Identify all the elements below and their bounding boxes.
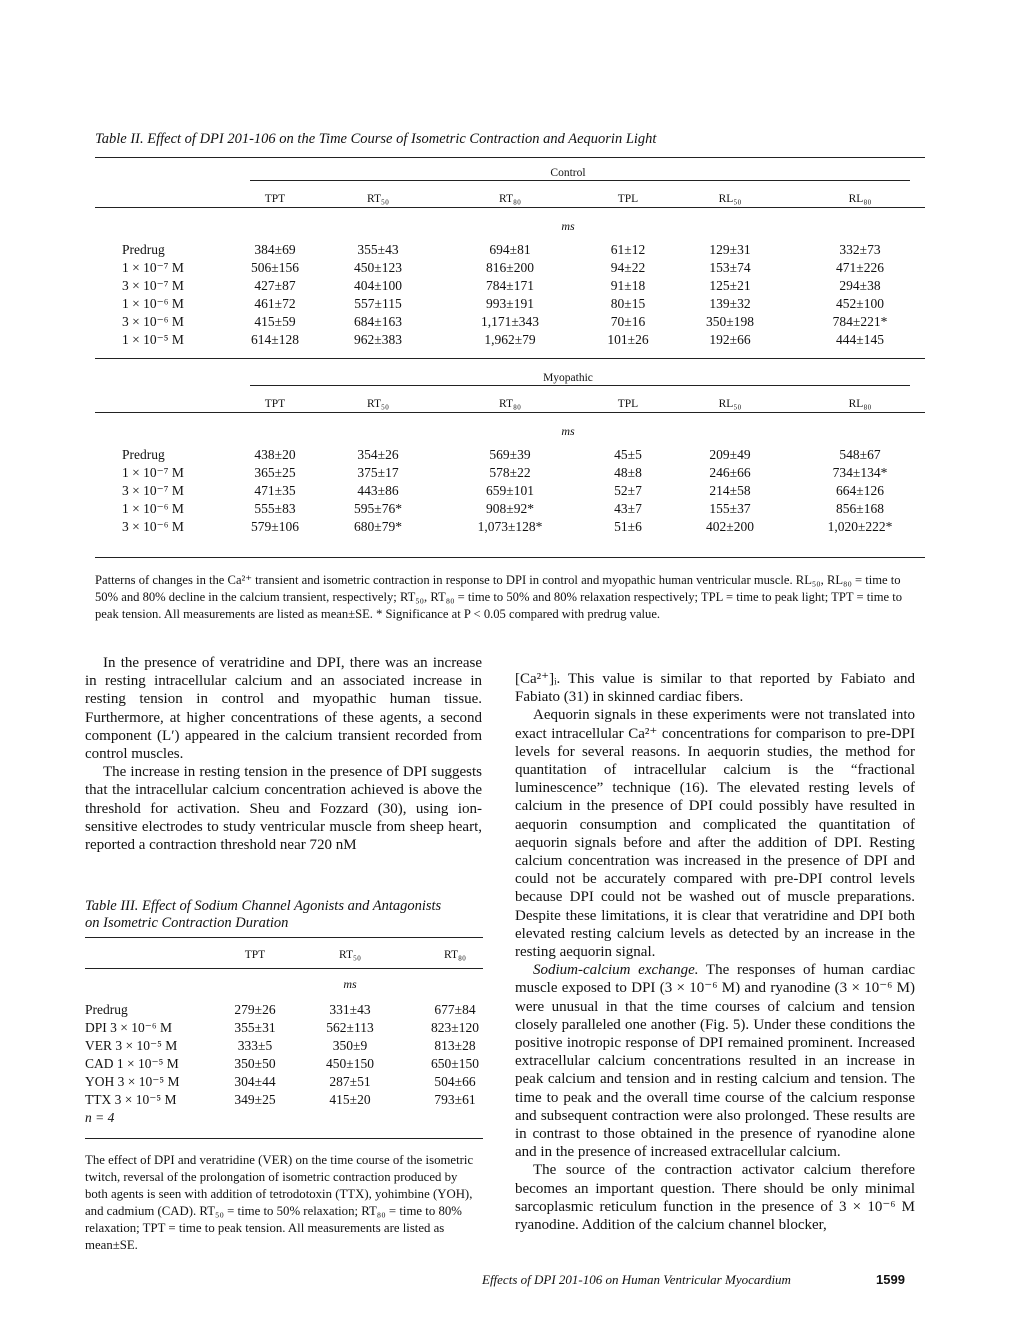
table-cell: 61±12 bbox=[610, 242, 646, 257]
table-cell: 209±49 bbox=[709, 447, 751, 462]
table-cell: 155±37 bbox=[709, 501, 751, 516]
column-header: RL₅₀ bbox=[718, 193, 742, 205]
table-cell: 365±25 bbox=[254, 465, 296, 480]
row-label: 3 × 10⁻⁷ M bbox=[122, 483, 184, 498]
table-cell: 793±61 bbox=[434, 1092, 476, 1107]
table-cell: 694±81 bbox=[489, 242, 531, 257]
row-label: 3 × 10⁻⁶ M bbox=[122, 519, 184, 534]
table-cell: 294±38 bbox=[839, 278, 881, 293]
table-rule bbox=[95, 358, 925, 359]
table-cell: 51±6 bbox=[614, 519, 642, 534]
table-rule bbox=[85, 968, 483, 969]
table-cell: 562±113 bbox=[326, 1020, 374, 1035]
table-cell: 856±168 bbox=[836, 501, 884, 516]
table-cell: 555±83 bbox=[254, 501, 296, 516]
units-label: ms bbox=[561, 219, 575, 233]
table-cell: 684±163 bbox=[354, 314, 402, 329]
table-cell: 438±20 bbox=[254, 447, 296, 462]
column-header: RT₈₀ bbox=[443, 949, 467, 961]
group-label: Control bbox=[550, 167, 586, 179]
table-rule bbox=[95, 557, 925, 558]
table-cell: 1,962±79 bbox=[484, 332, 536, 347]
column-header: RL₈₀ bbox=[848, 398, 872, 410]
table-cell: 452±100 bbox=[836, 296, 884, 311]
paragraph: The increase in resting tension in the presence of DPI suggests that the intracellular calcium concentration achieved is above the threshold for activation. Sheu and Fozzard (30), using ion-sensitive electrodes to study ventricular muscle from sheep heart, reported a contraction threshold near 720 nM bbox=[85, 764, 482, 854]
column-header: RT₅₀ bbox=[366, 193, 390, 205]
column-header: TPT bbox=[264, 193, 286, 205]
table-rule bbox=[85, 937, 483, 938]
table-cell: 80±15 bbox=[610, 296, 646, 311]
table-cell: 504±66 bbox=[434, 1074, 476, 1089]
row-label: Predrug bbox=[122, 447, 165, 462]
table-cell: 569±39 bbox=[489, 447, 531, 462]
row-label: Predrug bbox=[122, 242, 165, 257]
paragraph: In the presence of veratridine and DPI, there was an increase in resting intracellular calcium and an associated increase in resting tension in control and myopathic human tissue. Furthermore, at higher concentrations of these agents, a second component (L′) appeared in the calcium transient recorded from control muscles. bbox=[85, 655, 482, 763]
column-header: RL₈₀ bbox=[848, 193, 872, 205]
row-label: 1 × 10⁻⁶ M bbox=[122, 296, 184, 311]
row-label: TTX 3 × 10⁻⁵ M bbox=[85, 1092, 177, 1107]
table-cell: 287±51 bbox=[329, 1074, 371, 1089]
column-header: RT₈₀ bbox=[498, 398, 522, 410]
table-cell: 813±28 bbox=[434, 1038, 476, 1053]
row-label: 1 × 10⁻⁵ M bbox=[122, 332, 184, 347]
table-cell: 734±134* bbox=[832, 465, 888, 480]
table-cell: 404±100 bbox=[354, 278, 402, 293]
table-cell: 349±25 bbox=[234, 1092, 276, 1107]
table-cell: 415±59 bbox=[254, 314, 296, 329]
units-label: ms bbox=[343, 977, 357, 991]
table-cell: 375±17 bbox=[357, 465, 399, 480]
table-cell: 680±79* bbox=[354, 519, 402, 534]
column-header: RT₈₀ bbox=[498, 193, 522, 205]
page-number: 1599 bbox=[876, 1272, 905, 1287]
table-cell: 784±171 bbox=[486, 278, 534, 293]
table-cell: 125±21 bbox=[709, 278, 751, 293]
table-cell: 450±123 bbox=[354, 260, 402, 275]
right-column bbox=[515, 670, 915, 1234]
row-label: 1 × 10⁻⁷ M bbox=[122, 465, 184, 480]
row-label: Predrug bbox=[85, 1002, 128, 1017]
column-header: TPL bbox=[617, 398, 639, 410]
units-label: ms bbox=[561, 424, 575, 438]
paragraph: Aequorin signals in these experiments were not translated into exact intracellular Ca²⁺ concentrations for comparison to pre-DPI levels for several reasons. In aequorin studies, the method for quantitation of intracellular calcium is the “fractional luminescence” technique (16). The elevated resting levels of calcium in the presence of DPI could possibly have resulted in aequorin consumption and complicated the quantitation of aequorin signals before and after the addition of DPI. Resting calcium concentration was increased in the presence of DPI and could not be accurately compared with pre-DPI control levels because DPI could not be washed out of muscle preparations. Despite these limitations, it is clear that veratridine and DPI both elevated resting calcium levels as detected by an increase in the resting aequorin signal. bbox=[515, 707, 915, 961]
table-cell: 1,020±222* bbox=[827, 519, 893, 534]
row-label: 3 × 10⁻⁷ M bbox=[122, 278, 184, 293]
table-cell: 94±22 bbox=[610, 260, 646, 275]
row-label: 1 × 10⁻⁶ M bbox=[122, 501, 184, 516]
row-label: 3 × 10⁻⁶ M bbox=[122, 314, 184, 329]
row-label: DPI 3 × 10⁻⁶ M bbox=[85, 1020, 172, 1035]
table-cell: 402±200 bbox=[706, 519, 754, 534]
table-cell: 52±7 bbox=[614, 483, 642, 498]
paragraph bbox=[515, 961, 915, 1161]
table-cell: 579±106 bbox=[251, 519, 299, 534]
table-cell: 595±76* bbox=[354, 501, 402, 516]
table-cell: 331±43 bbox=[329, 1002, 371, 1017]
sample-size: n = 4 bbox=[85, 1110, 115, 1125]
table-cell: 192±66 bbox=[709, 332, 751, 347]
column-header: TPT bbox=[244, 949, 266, 961]
table-cell: 43±7 bbox=[614, 501, 642, 516]
running-title: Effects of DPI 201-106 on Human Ventricular Myocardium bbox=[482, 1272, 791, 1287]
table-cell: 471±35 bbox=[254, 483, 296, 498]
table-cell: 355±43 bbox=[357, 242, 399, 257]
column-header: TPL bbox=[617, 193, 639, 205]
row-label: 1 × 10⁻⁷ M bbox=[122, 260, 184, 275]
table-cell: 471±226 bbox=[836, 260, 884, 275]
table-cell: 578±22 bbox=[489, 465, 531, 480]
table-cell: 443±86 bbox=[357, 483, 399, 498]
table-cell: 279±26 bbox=[234, 1002, 276, 1017]
table-cell: 659±101 bbox=[486, 483, 534, 498]
table-rule bbox=[95, 157, 925, 158]
column-header: TPT bbox=[264, 398, 286, 410]
table-cell: 677±84 bbox=[434, 1002, 476, 1017]
column-header: RT₅₀ bbox=[366, 398, 390, 410]
left-column bbox=[85, 654, 482, 854]
table-cell: 415±20 bbox=[329, 1092, 371, 1107]
table-cell: 450±150 bbox=[326, 1056, 374, 1071]
table-rule bbox=[85, 1138, 483, 1139]
column-header: RL₅₀ bbox=[718, 398, 742, 410]
table-cell: 354±26 bbox=[357, 447, 399, 462]
paragraph: [Ca²⁺]ᵢ. This value is similar to that reported by Fabiato and Fabiato (31) in skinned cardiac fibers. bbox=[515, 671, 915, 706]
table-cell: 246±66 bbox=[709, 465, 751, 480]
table-cell: 129±31 bbox=[709, 242, 751, 257]
table-cell: 548±67 bbox=[839, 447, 881, 462]
table-cell: 333±5 bbox=[237, 1038, 273, 1053]
table-cell: 332±73 bbox=[839, 242, 881, 257]
paragraph: The source of the contraction activator calcium therefore becomes an important question. There should be only minimal sarcoplasmic reticulum function in the presence of 3 × 10⁻⁶ M ryanodine. Addition of the calcium channel blocker, bbox=[515, 1162, 915, 1234]
table-cell: 444±145 bbox=[836, 332, 884, 347]
section-heading: Sodium-calcium exchange. bbox=[533, 962, 699, 979]
table-cell: 908±92* bbox=[486, 501, 534, 516]
table-rule bbox=[250, 180, 910, 181]
table-cell: 816±200 bbox=[486, 260, 534, 275]
table-cell: 91±18 bbox=[610, 278, 646, 293]
table-cell: 993±191 bbox=[486, 296, 534, 311]
table-cell: 1,073±128* bbox=[477, 519, 543, 534]
table-cell: 506±156 bbox=[251, 260, 299, 275]
table-rule bbox=[95, 412, 925, 413]
table-cell: 664±126 bbox=[836, 483, 884, 498]
table-cell: 650±150 bbox=[431, 1056, 479, 1071]
table3-title-line: Table III. Effect of Sodium Channel Agonists and Antagonists bbox=[85, 898, 442, 914]
table-cell: 1,171±343 bbox=[480, 314, 540, 329]
table-cell: 350±9 bbox=[332, 1038, 368, 1053]
table2-caption: Patterns of changes in the Ca²⁺ transient and isometric contraction in response to DPI in control and myopathic human ventricular muscle. RL₅₀, RL₈₀ = time to 50% and 80% decline in the calcium transient, respectively; RT₅₀, RT₈₀ = time to 50% and 80% relaxation respectively; TPL = time to peak light; TPT = time to peak tension. All measurements are listed as mean±SE. * Significance at P < 0.05 compared with predrug value. bbox=[95, 573, 903, 621]
table-cell: 45±5 bbox=[614, 447, 642, 462]
table-cell: 823±120 bbox=[431, 1020, 479, 1035]
table-cell: 48±8 bbox=[614, 465, 642, 480]
table-cell: 461±72 bbox=[254, 296, 296, 311]
row-label: VER 3 × 10⁻⁵ M bbox=[85, 1038, 178, 1053]
column-header: RT₅₀ bbox=[338, 949, 362, 961]
table-cell: 427±87 bbox=[254, 278, 296, 293]
table-cell: 70±16 bbox=[610, 314, 646, 329]
row-label: YOH 3 × 10⁻⁵ M bbox=[85, 1074, 180, 1089]
table-cell: 557±115 bbox=[354, 296, 402, 311]
table2-title: Table II. Effect of DPI 201-106 on the Time Course of Isometric Contraction and Aequorin Light bbox=[95, 131, 657, 147]
table3-title bbox=[85, 898, 441, 932]
table-cell: 139±32 bbox=[709, 296, 751, 311]
table-cell: 350±50 bbox=[234, 1056, 276, 1071]
table-cell: 101±26 bbox=[607, 332, 649, 347]
table3-title-line: on Isometric Contraction Duration bbox=[85, 915, 289, 931]
group-label: Myopathic bbox=[543, 372, 593, 384]
paragraph-text: The responses of human cardiac muscle exposed to DPI (3 × 10⁻⁶ M) and ryanodine (3 × 10⁻⁶ M) were unusual in that the time courses of calcium and tension closely paralleled one another (Fig. 5). Under these conditions the positive inotropic response of DPI remained prominent. Increased extracellular calcium concentrations resulted in an increase in peak calcium and tension and in resting calcium and tension. The time to peak and the overall time course of the calcium response and subsequent contraction were also prolonged. These results are in contrast to those obtained in the presence of ryanodine alone and in the presence of increased extracellular calcium. bbox=[515, 962, 915, 1161]
table-cell: 784±221* bbox=[832, 314, 888, 329]
table-cell: 962±383 bbox=[354, 332, 402, 347]
table-cell: 355±31 bbox=[234, 1020, 276, 1035]
table3-caption: The effect of DPI and veratridine (VER) on the time course of the isometric twitch, reversal of the prolongation of isometric contraction produced by both agents is seen with addition of tetrodotoxin (TTX), yohimbine (YOH), and cadmium (CAD). RT₅₀ = time to 50% relaxation; RT₈₀ = time to 80% relaxation; TPT = time to peak tension. All measurements are listed as mean±SE. bbox=[85, 1153, 474, 1252]
table-rule bbox=[250, 385, 910, 386]
table-cell: 214±58 bbox=[709, 483, 751, 498]
table-rule bbox=[95, 207, 925, 208]
table-cell: 350±198 bbox=[706, 314, 754, 329]
table-cell: 304±44 bbox=[234, 1074, 276, 1089]
table-cell: 153±74 bbox=[709, 260, 751, 275]
table-cell: 384±69 bbox=[254, 242, 296, 257]
table-cell: 614±128 bbox=[251, 332, 299, 347]
row-label: CAD 1 × 10⁻⁵ M bbox=[85, 1056, 179, 1071]
